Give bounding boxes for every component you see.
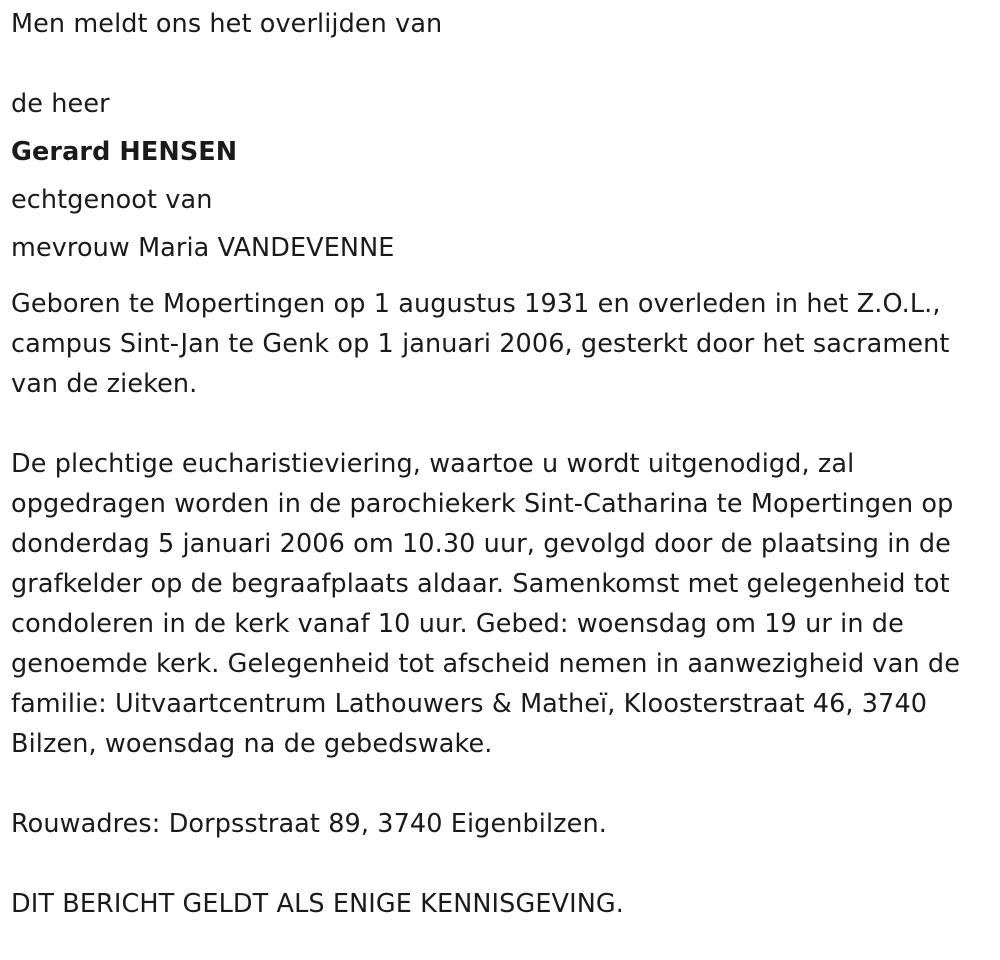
closing-statement: DIT BERICHT GELDT ALS ENIGE KENNISGEVING. [11,889,624,919]
funeral-service-paragraph: De plechtige eucharistieviering, waartoe u wordt uitgenodigd, zal opgedragen worden in de parochiekerk Sint-Catharina te Mopertingen op donderdag 5 januari 2006 om 10.30 uur, gevolgd door de plaatsing in de grafkelder op de begraafplaats aldaar. Samenkomst met gelegenheid tot condoleren in de kerk vanaf 10 uur. Gebed: woensdag om 19 ur in de genoemde kerk. Gelegenheid tot afscheid nemen in aanwezigheid van de familie: Uitvaartcentrum Lathouwers & Matheï, Kloosterstraat 46, 3740 Bilzen, woensdag na de gebedswake. [11,449,960,759]
spouse-name: mevrouw Maria VANDEVENNE [11,233,395,263]
birth-death-paragraph: Geboren te Mopertingen op 1 augustus 1931 en overleden in het Z.O.L., campus Sint-Jan te Genk op 1 januari 2006, gesterkt door het sacrament van de zieken. [11,289,950,399]
spacer [11,48,991,80]
obituary-notice [11,0,991,924]
salutation: de heer [11,89,110,119]
mourning-address: Rouwadres: Dorpsstraat 89, 3740 Eigenbilzen. [11,809,607,839]
intro-line: Men meldt ons het overlijden van [11,9,443,39]
relation-line: echtgenoot van [11,185,213,215]
deceased-name: Gerard HENSEN [11,137,238,167]
